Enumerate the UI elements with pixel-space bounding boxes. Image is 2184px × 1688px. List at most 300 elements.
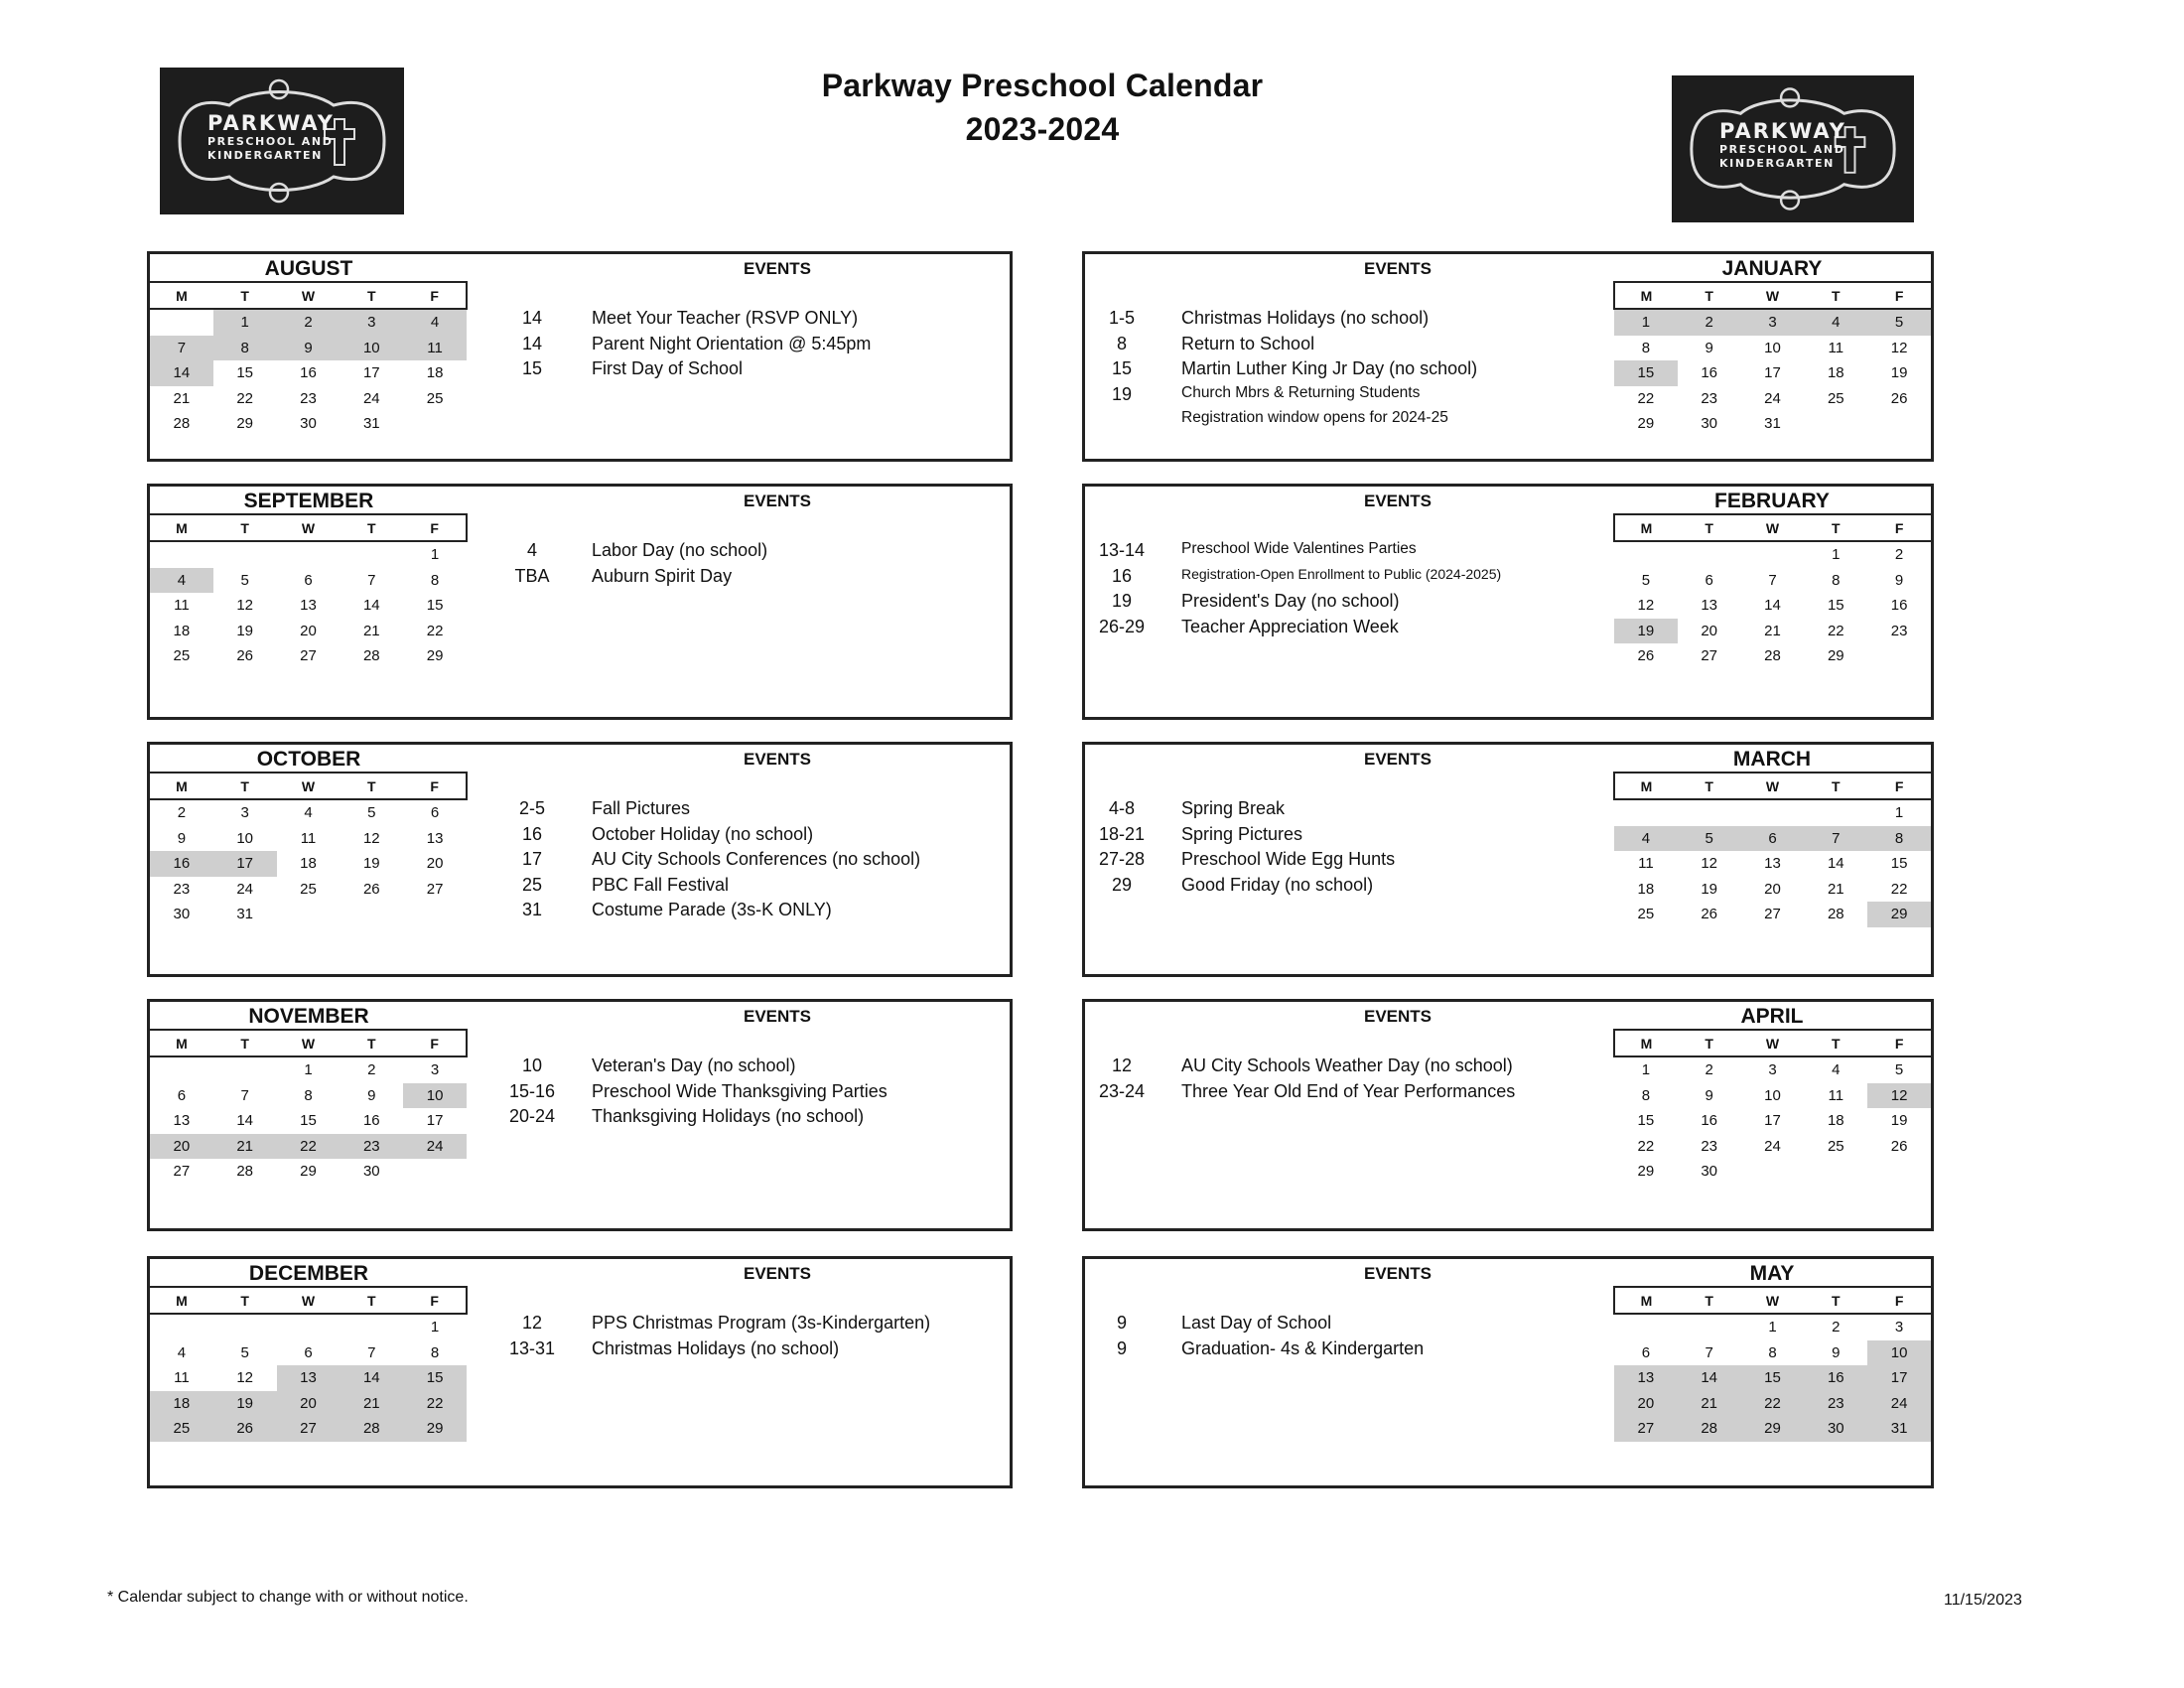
day-cell: 27	[1764, 906, 1781, 923]
weekday-header: F	[403, 514, 467, 541]
day-cell: 10	[403, 1083, 467, 1109]
day-cell: 22	[426, 622, 444, 639]
day-cell: 30	[362, 1163, 380, 1181]
day-cell: 5	[1641, 571, 1651, 589]
event-row	[492, 308, 1009, 334]
event-date: 15-16	[508, 1080, 556, 1101]
day-cell: 19	[1701, 880, 1718, 898]
week-row	[1614, 1391, 1931, 1417]
weekday-header: T	[340, 514, 403, 541]
january-events	[1082, 308, 1613, 435]
day-cell: 27	[173, 1163, 191, 1181]
weekday-header: W	[1741, 514, 1805, 541]
event-date: 19	[1111, 591, 1133, 611]
day-cell: 4	[177, 1343, 187, 1361]
event-row	[1082, 849, 1613, 875]
week-row	[1614, 1083, 1931, 1109]
day-cell: 22	[1827, 622, 1844, 639]
event-title: Veteran's Day (no school)	[592, 1055, 796, 1075]
day-cell: 24	[362, 389, 380, 407]
day-cell: 21	[362, 622, 380, 639]
day-cell	[403, 902, 467, 927]
week-row	[150, 593, 467, 619]
day-cell: 24	[403, 1134, 467, 1160]
weekday-header: F	[1867, 1030, 1931, 1056]
month-name: AUGUST	[264, 257, 353, 280]
day-cell: 12	[362, 829, 380, 847]
event-row	[492, 1313, 1009, 1338]
day-cell: 27	[1701, 647, 1718, 665]
day-cell: 7	[367, 571, 376, 589]
event-title: Labor Day (no school)	[592, 540, 768, 560]
day-cell: 1	[1768, 1319, 1777, 1336]
day-cell: 27	[1614, 1416, 1678, 1442]
day-cell: 3	[1768, 1061, 1777, 1079]
revision-date: 11/15/2023	[1944, 1592, 2022, 1609]
month-name: NOVEMBER	[248, 1005, 369, 1028]
day-cell: 23	[1701, 389, 1718, 407]
november-calendar	[150, 1029, 468, 1185]
day-cell: 22	[277, 1134, 341, 1160]
event-date: 16	[1111, 565, 1133, 586]
day-cell: 15	[1614, 360, 1678, 386]
september-calendar	[150, 513, 468, 669]
day-cell: 19	[236, 622, 254, 639]
event-title: First Day of School	[592, 358, 744, 378]
logo-line2: PRESCHOOL AND	[1719, 143, 1845, 156]
day-cell	[213, 541, 277, 568]
event-row	[492, 798, 1009, 824]
page-title: Parkway Preschool Calendar	[821, 68, 1264, 103]
event-date: 23-24	[1098, 1080, 1146, 1101]
day-cell	[403, 1159, 467, 1185]
event-date: 27-28	[1098, 849, 1146, 869]
weekday-header: F	[1867, 773, 1931, 799]
april-calendar	[1613, 1029, 1931, 1185]
day-cell: 17	[426, 1112, 444, 1130]
day-cell: 17	[213, 851, 277, 877]
event-date: 14	[521, 333, 543, 353]
events-heading: EVENTS	[743, 492, 812, 510]
november-events	[492, 1055, 1009, 1132]
event-date: 31	[521, 900, 543, 919]
day-cell: 9	[367, 1086, 376, 1104]
weekday-header: T	[340, 1030, 403, 1056]
day-cell: 28	[340, 1416, 403, 1442]
weekday-header: T	[213, 514, 277, 541]
event-title: Martin Luther King Jr Day (no school)	[1181, 358, 1478, 378]
december-calendar	[150, 1286, 468, 1442]
day-cell: 5	[1678, 826, 1741, 852]
day-cell: 17	[362, 364, 380, 382]
week-row	[1614, 1056, 1931, 1083]
day-cell: 18	[1637, 880, 1655, 898]
weekday-header: T	[1678, 773, 1741, 799]
weekday-header: T	[1804, 773, 1867, 799]
event-title: Good Friday (no school)	[1181, 874, 1374, 895]
day-cell: 11	[403, 336, 467, 361]
weekday-header: T	[340, 1287, 403, 1314]
events-heading: EVENTS	[1363, 259, 1433, 278]
day-cell: 20	[1614, 1391, 1678, 1417]
weekday-header: M	[1614, 1287, 1678, 1314]
day-cell: 24	[1764, 1137, 1781, 1155]
event-row	[1082, 798, 1613, 824]
weekday-header: M	[150, 514, 213, 541]
event-title: Preschool Wide Egg Hunts	[1181, 849, 1396, 869]
week-row	[1614, 1416, 1931, 1442]
day-cell: 24	[1764, 389, 1781, 407]
weekday-header: M	[1614, 773, 1678, 799]
day-cell: 19	[1614, 619, 1678, 644]
october-events	[492, 798, 1009, 925]
day-cell	[150, 309, 213, 336]
event-date: 2-5	[518, 798, 545, 818]
day-cell	[1614, 1314, 1678, 1340]
day-cell: 6	[177, 1086, 187, 1104]
event-date: 9	[1116, 1313, 1127, 1333]
day-cell: 5	[367, 804, 376, 822]
logo-line1: PARKWAY	[207, 111, 335, 135]
day-cell	[1614, 541, 1678, 568]
day-cell: 29	[1867, 902, 1931, 927]
event-row	[1082, 566, 1613, 592]
day-cell: 15	[1827, 597, 1844, 615]
weekday-header: W	[277, 282, 341, 309]
day-cell: 30	[1701, 415, 1718, 433]
week-row	[1614, 1365, 1931, 1391]
day-cell: 13	[1614, 1365, 1678, 1391]
week-row	[150, 1056, 467, 1083]
week-row	[1614, 386, 1931, 412]
events-heading: EVENTS	[743, 1264, 812, 1283]
event-row	[1082, 1338, 1613, 1364]
day-cell: 19	[213, 1391, 277, 1417]
month-name: JANUARY	[1721, 257, 1823, 280]
week-row	[150, 877, 467, 903]
day-cell: 5	[240, 1343, 249, 1361]
week-row	[1614, 799, 1931, 826]
day-cell: 18	[1827, 1112, 1844, 1130]
day-cell: 16	[1701, 364, 1718, 382]
day-cell: 22	[403, 1391, 467, 1417]
month-name: APRIL	[1740, 1005, 1804, 1028]
day-cell: 25	[1827, 389, 1844, 407]
week-row	[150, 568, 467, 594]
day-cell: 18	[150, 1391, 213, 1417]
day-cell: 9	[177, 829, 187, 847]
day-cell: 25	[150, 1416, 213, 1442]
day-cell	[150, 541, 213, 568]
week-row	[150, 799, 467, 826]
day-cell: 16	[150, 851, 213, 877]
day-cell: 11	[300, 829, 317, 847]
day-cell: 16	[1804, 1365, 1867, 1391]
day-cell: 29	[1637, 415, 1655, 433]
day-cell	[150, 1056, 213, 1083]
week-row	[150, 336, 467, 361]
events-heading: EVENTS	[743, 259, 812, 278]
day-cell: 1	[430, 1319, 440, 1336]
weekday-header: T	[1804, 1030, 1867, 1056]
event-title: Registration-Open Enrollment to Public (2024-2025)	[1181, 565, 1502, 582]
week-row	[1614, 1340, 1931, 1366]
event-row	[492, 1055, 1009, 1081]
event-date: 20-24	[508, 1106, 556, 1126]
august-events	[492, 308, 1009, 384]
event-title: Preschool Wide Thanksgiving Parties	[592, 1080, 887, 1101]
day-cell: 2	[367, 1061, 376, 1079]
event-row	[492, 849, 1009, 875]
event-date: 26-29	[1098, 616, 1146, 636]
week-row	[150, 309, 467, 336]
day-cell: 4	[304, 804, 313, 822]
event-row	[1082, 875, 1613, 901]
day-cell: 11	[174, 597, 190, 615]
day-cell: 29	[1827, 647, 1844, 665]
day-cell: 14	[340, 1365, 403, 1391]
day-cell: 6	[430, 804, 440, 822]
week-row	[1614, 309, 1931, 336]
day-cell: 20	[277, 1391, 341, 1417]
day-cell: 12	[1890, 339, 1908, 356]
event-date: 12	[521, 1313, 543, 1333]
event-row	[1082, 308, 1613, 334]
event-date: 1-5	[1108, 308, 1135, 328]
event-title: Fall Pictures	[592, 798, 691, 818]
parkway-logo-right	[1672, 75, 1914, 222]
logo-line1: PARKWAY	[1719, 119, 1846, 143]
day-cell: 19	[1890, 1112, 1908, 1130]
day-cell: 25	[173, 647, 191, 665]
september-events	[492, 540, 1009, 591]
event-date: 15	[1111, 358, 1133, 378]
weekday-header: T	[213, 773, 277, 799]
day-cell	[1804, 799, 1867, 826]
day-cell: 9	[277, 336, 341, 361]
day-cell: 28	[1764, 647, 1781, 665]
weekday-header: F	[1867, 282, 1931, 309]
day-cell: 31	[236, 906, 254, 923]
day-cell: 26	[1890, 1137, 1908, 1155]
day-cell: 28	[1827, 906, 1844, 923]
day-cell: 30	[300, 415, 317, 433]
day-cell: 29	[1637, 1163, 1655, 1181]
day-cell: 31	[362, 415, 380, 433]
day-cell: 2	[177, 804, 187, 822]
day-cell: 12	[1867, 1083, 1931, 1109]
day-cell: 1	[1894, 804, 1904, 822]
event-row	[1082, 384, 1613, 410]
event-title: Costume Parade (3s-K ONLY)	[592, 900, 832, 919]
event-row	[1082, 1081, 1613, 1107]
day-cell: 12	[1701, 855, 1718, 873]
day-cell: 15	[1741, 1365, 1805, 1391]
weekday-header: T	[1678, 1030, 1741, 1056]
day-cell: 8	[304, 1086, 313, 1104]
day-cell: 26	[1890, 389, 1908, 407]
weekday-header: T	[213, 1030, 277, 1056]
day-cell: 25	[1637, 906, 1655, 923]
day-cell: 2	[1678, 309, 1741, 336]
day-cell: 6	[1741, 826, 1805, 852]
day-cell	[403, 411, 467, 437]
day-cell: 8	[1641, 339, 1651, 356]
month-name: DECEMBER	[248, 1262, 369, 1285]
day-cell: 20	[426, 855, 444, 873]
day-cell: 8	[1768, 1343, 1777, 1361]
weekday-header: M	[150, 773, 213, 799]
day-cell: 22	[236, 389, 254, 407]
day-cell: 29	[236, 415, 254, 433]
event-date: 18-21	[1098, 823, 1146, 844]
day-cell: 18	[1827, 364, 1844, 382]
day-cell: 29	[426, 647, 444, 665]
month-name: FEBRUARY	[1714, 490, 1830, 512]
day-cell: 20	[150, 1134, 213, 1160]
month-name: OCTOBER	[256, 748, 361, 771]
day-cell	[1678, 799, 1741, 826]
day-cell: 30	[1804, 1416, 1867, 1442]
event-date: 9	[1116, 1337, 1127, 1358]
day-cell: 18	[173, 622, 191, 639]
day-cell: 23	[300, 389, 317, 407]
day-cell: 2	[277, 309, 341, 336]
week-row	[1614, 1108, 1931, 1134]
footer-note: * Calendar subject to change with or without notice.	[107, 1589, 469, 1606]
event-title: President's Day (no school)	[1181, 591, 1400, 611]
may-calendar	[1613, 1286, 1931, 1442]
day-cell: 30	[1701, 1163, 1718, 1181]
day-cell: 4	[1614, 826, 1678, 852]
day-cell: 14	[150, 360, 213, 386]
weekday-header: W	[1741, 1030, 1805, 1056]
week-row	[150, 1340, 467, 1366]
event-row	[492, 1338, 1009, 1364]
day-cell	[213, 1314, 277, 1340]
day-cell: 4	[150, 568, 213, 594]
event-row	[1082, 540, 1613, 566]
event-row	[492, 900, 1009, 925]
week-row	[150, 1108, 467, 1134]
event-row	[492, 540, 1009, 566]
day-cell: 15	[236, 364, 254, 382]
weekday-header: M	[150, 1287, 213, 1314]
day-cell: 28	[236, 1163, 254, 1181]
week-row	[150, 619, 467, 644]
day-cell: 9	[1894, 571, 1904, 589]
day-cell: 26	[1701, 906, 1718, 923]
event-title: Church Mbrs & Returning Students	[1181, 383, 1421, 401]
event-title: Auburn Spirit Day	[592, 565, 733, 586]
weekday-header: T	[213, 282, 277, 309]
week-row	[1614, 1314, 1931, 1340]
day-cell: 30	[173, 906, 191, 923]
week-row	[1614, 826, 1931, 852]
day-cell: 4	[403, 309, 467, 336]
week-row	[1614, 877, 1931, 903]
day-cell: 3	[1894, 1319, 1904, 1336]
day-cell: 19	[362, 855, 380, 873]
week-row	[150, 1134, 467, 1160]
day-cell: 15	[300, 1112, 317, 1130]
event-date: 8	[1116, 333, 1127, 353]
event-title: Parent Night Orientation @ 5:45pm	[592, 333, 872, 353]
logo-line3: KINDERGARTEN	[1719, 157, 1835, 170]
event-date: 29	[1111, 874, 1133, 895]
day-cell: 25	[1827, 1137, 1844, 1155]
day-cell: 8	[430, 1343, 440, 1361]
event-row	[492, 824, 1009, 850]
school-year: 2023-2024	[965, 111, 1120, 147]
february-calendar	[1613, 513, 1931, 669]
event-title: Graduation- 4s & Kindergarten	[1181, 1337, 1425, 1358]
event-title: Spring Pictures	[1181, 823, 1303, 844]
weekday-header: M	[150, 282, 213, 309]
day-cell: 26	[213, 1416, 277, 1442]
april-events	[1082, 1055, 1613, 1106]
day-cell	[1867, 411, 1931, 437]
weekday-header: T	[340, 282, 403, 309]
day-cell	[1614, 799, 1678, 826]
day-cell: 9	[1705, 1086, 1713, 1104]
event-row	[492, 875, 1009, 901]
weekday-header: F	[1867, 514, 1931, 541]
day-cell: 3	[430, 1061, 440, 1079]
day-cell: 1	[304, 1061, 313, 1079]
day-cell: 8	[1832, 571, 1841, 589]
month-name: MARCH	[1732, 748, 1812, 771]
day-cell: 10	[1764, 339, 1781, 356]
day-cell	[340, 541, 403, 568]
weekday-header: T	[1678, 514, 1741, 541]
day-cell: 24	[1867, 1391, 1931, 1417]
day-cell: 7	[240, 1086, 249, 1104]
weekday-header: T	[1678, 282, 1741, 309]
event-date: 15	[521, 358, 543, 378]
day-cell: 27	[300, 647, 317, 665]
day-cell: 11	[174, 1369, 190, 1387]
week-row	[150, 902, 467, 927]
event-title: PBC Fall Festival	[592, 874, 730, 895]
day-cell: 1	[1641, 1061, 1651, 1079]
week-row	[150, 643, 467, 669]
event-title: PPS Christmas Program (3s-Kindergarten)	[592, 1313, 931, 1333]
week-row	[150, 1391, 467, 1417]
weekday-header: M	[1614, 282, 1678, 309]
day-cell: 6	[304, 571, 313, 589]
weekday-header: W	[1741, 1287, 1805, 1314]
day-cell: 29	[403, 1416, 467, 1442]
event-title: Return to School	[1181, 333, 1315, 353]
week-row	[1614, 360, 1931, 386]
day-cell: 2	[1894, 546, 1904, 564]
day-cell: 8	[430, 571, 440, 589]
day-cell: 13	[173, 1112, 191, 1130]
day-cell: 28	[1678, 1416, 1741, 1442]
month-name: MAY	[1749, 1262, 1795, 1285]
event-row	[492, 358, 1009, 384]
weekday-header: F	[403, 282, 467, 309]
event-title: Three Year Old End of Year Performances	[1181, 1080, 1516, 1101]
weekday-header: T	[1678, 1287, 1741, 1314]
day-cell: 15	[1637, 1112, 1655, 1130]
day-cell: 6	[1641, 1343, 1651, 1361]
day-cell	[340, 902, 403, 927]
day-cell	[277, 902, 341, 927]
week-row	[1614, 902, 1931, 927]
day-cell: 15	[403, 1365, 467, 1391]
